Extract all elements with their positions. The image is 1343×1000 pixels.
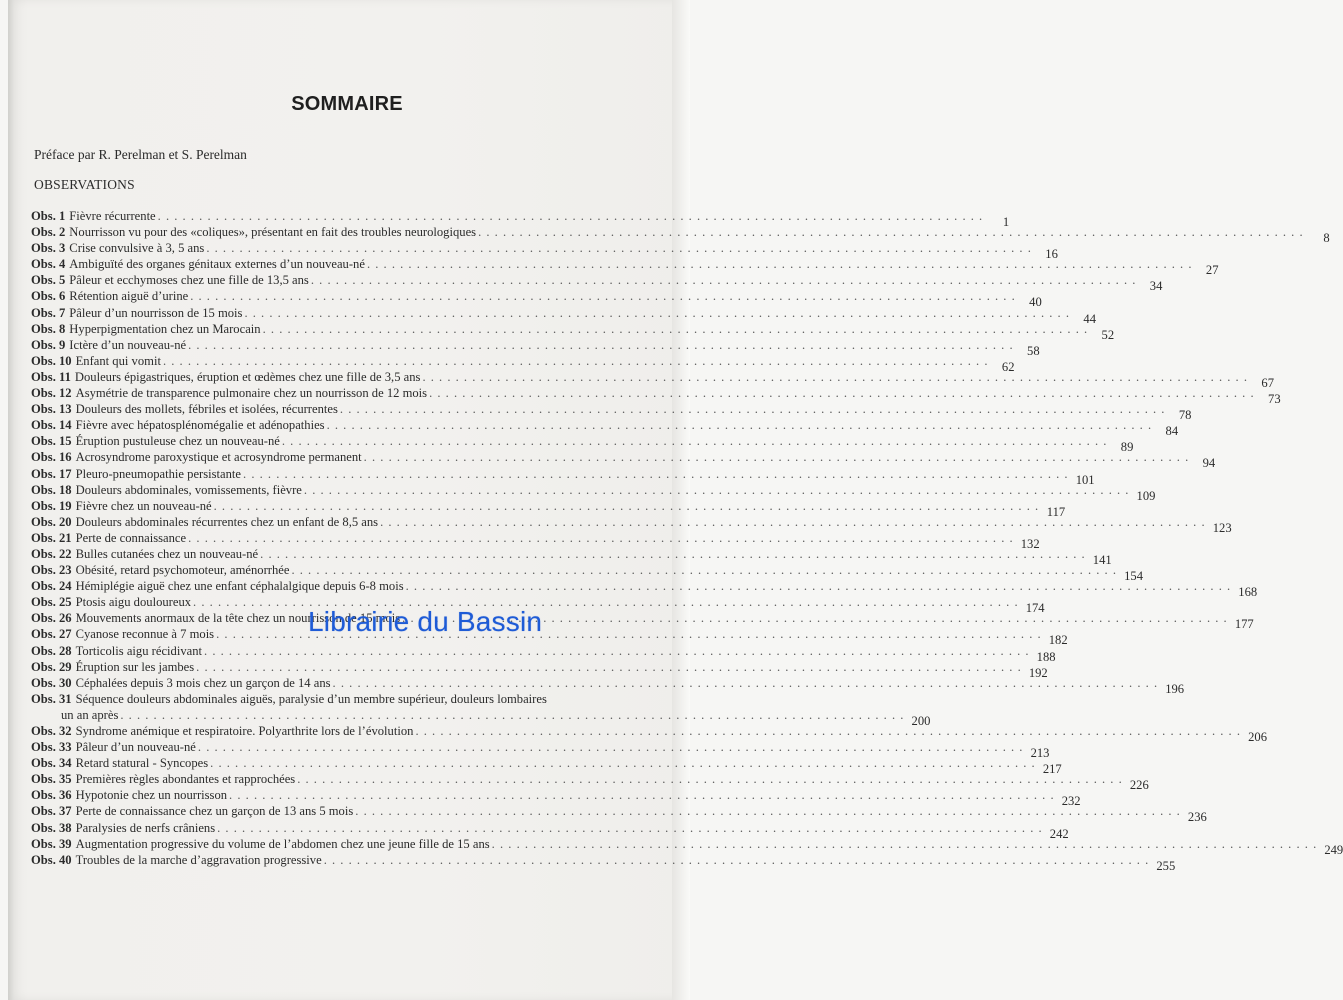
leader-dots xyxy=(340,401,1166,417)
toc-entry-page: 249 xyxy=(1324,842,1343,857)
leader-dots xyxy=(478,224,1304,240)
toc-entry-text: Acrosyndrome paroxystique et acrosyndrome permanent xyxy=(75,450,362,465)
leader-dots xyxy=(210,755,1036,771)
leader-dots xyxy=(327,417,1153,433)
leader-dots xyxy=(324,852,1150,868)
toc-entry xyxy=(31,562,1143,584)
toc-entry-text: Troubles de la marche d’aggravation progressive xyxy=(75,852,322,867)
toc-entry-label: Obs. 7 xyxy=(31,305,66,320)
toc-entry xyxy=(31,256,1219,278)
leader-dots xyxy=(244,305,1070,321)
toc-entry-text: Enfant qui vomit xyxy=(75,353,161,368)
toc-entry-page: 141 xyxy=(1092,552,1112,567)
toc-entry-page: 232 xyxy=(1061,794,1081,809)
toc-entry-page: 174 xyxy=(1025,601,1045,616)
toc-entry-page: 192 xyxy=(1028,665,1048,680)
toc-entry xyxy=(31,820,1069,841)
toc-entry-text: Ptosis aigu douloureux xyxy=(75,595,192,610)
toc-entry-text: Cyanose reconnue à 7 mois xyxy=(75,627,215,642)
toc-entry-text: Douleurs des mollets, fébriles et isolées, récurrentes xyxy=(75,402,338,417)
toc-entry-page: 73 xyxy=(1268,392,1281,407)
toc-entry xyxy=(31,498,1066,519)
toc-entry-page: 255 xyxy=(1156,858,1176,873)
toc-entry-text: Bulles cutanées chez un nouveau-né xyxy=(75,546,259,561)
leader-dots xyxy=(243,466,1069,482)
leader-dots xyxy=(217,820,1043,836)
toc-entry-label: Obs. 20 xyxy=(31,514,72,529)
toc-entry xyxy=(31,288,1042,310)
toc-entry-label: Obs. 35 xyxy=(31,772,72,787)
toc-entry-text: Douleurs abdominales récurrentes chez un enfant de 8,5 ans xyxy=(75,514,379,529)
toc-entry-label: Obs. 26 xyxy=(31,611,72,626)
leader-dots xyxy=(206,240,1032,256)
toc-entry-page: 94 xyxy=(1202,456,1216,471)
toc-entry-page: 242 xyxy=(1049,826,1069,841)
toc-entry-label: Obs. 39 xyxy=(31,836,72,851)
toc-entry-text: Éruption pustuleuse chez un nouveau-né xyxy=(75,434,280,449)
toc-entry-page: 1 xyxy=(1002,215,1010,229)
leader-dots xyxy=(204,643,1030,659)
toc-entry-label: Obs. 22 xyxy=(31,546,72,561)
toc-entry-page: 168 xyxy=(1238,585,1258,600)
watermark: Librairie du Bassin xyxy=(308,606,543,637)
toc-entry-label: Obs. 12 xyxy=(31,386,72,401)
toc-entry xyxy=(31,755,1062,777)
toc-entry xyxy=(31,739,1050,761)
toc-entry-page: 78 xyxy=(1178,408,1192,423)
toc-entry-text: Ambiguïté des organes génitaux externes d’un nouveau-né xyxy=(69,257,365,272)
toc-entry-text: Ictère d’un nouveau-né xyxy=(69,337,187,352)
toc-entry-text: Obésité, retard psychomoteur, aménorrhée xyxy=(75,563,290,578)
toc-entry-page: 109 xyxy=(1136,488,1156,503)
toc-entry-text: Fièvre chez un nouveau-né xyxy=(75,498,212,513)
toc-entry-page: 27 xyxy=(1205,263,1219,278)
toc-entry-label: Obs. 25 xyxy=(31,595,72,610)
toc-entry-label: Obs. 8 xyxy=(31,321,66,336)
toc-entry-text: Premières règles abondantes et rapprochées xyxy=(75,772,296,787)
toc-entry xyxy=(31,787,1081,809)
toc-entry xyxy=(31,369,1274,390)
toc-entry-page: 101 xyxy=(1075,472,1095,487)
toc-entry-label: Obs. 24 xyxy=(31,579,72,594)
leader-dots xyxy=(263,321,1089,337)
toc-entry-text: Hypotonie chez un nourrisson xyxy=(75,788,228,803)
toc-entry-page: 177 xyxy=(1234,617,1254,632)
toc-entry xyxy=(31,337,1040,358)
toc-entry-label: Obs. 40 xyxy=(31,852,72,867)
toc-entry-text: Crise convulsive à 3, 5 ans xyxy=(69,241,205,256)
toc-entry xyxy=(31,514,1232,535)
toc-entry-page: 217 xyxy=(1042,762,1062,777)
toc-entry xyxy=(31,691,931,728)
toc-entry-label: Obs. 36 xyxy=(31,788,72,803)
toc-entry-page: 52 xyxy=(1101,327,1115,342)
toc-entry-text: Pâleur et ecchymoses chez une fille de 13,5 ans xyxy=(69,273,309,288)
toc-entry-text: Pâleur d’un nourrisson de 15 mois xyxy=(69,305,243,320)
toc-entry-page: 206 xyxy=(1248,730,1267,744)
toc-entry-label: Obs. 18 xyxy=(31,482,72,497)
leader-dots xyxy=(190,288,1016,304)
toc-entry-page: 213 xyxy=(1030,746,1050,761)
toc-entry-label: Obs. 37 xyxy=(31,804,72,819)
toc-entry-page: 58 xyxy=(1027,343,1040,358)
toc-entry xyxy=(31,272,1163,294)
toc-entry-page: 200 xyxy=(911,713,931,728)
toc-entry-label: Obs. 21 xyxy=(31,530,72,545)
toc-entry xyxy=(31,401,1192,423)
toc-entry-text: Torticolis aigu récidivant xyxy=(75,643,203,658)
toc-entry-page: 84 xyxy=(1165,424,1179,439)
toc-entry xyxy=(31,433,1134,455)
leader-dots xyxy=(406,578,1232,594)
leader-dots xyxy=(333,675,1159,691)
toc-entry-label: Obs. 2 xyxy=(31,225,66,240)
toc-entry-page: 154 xyxy=(1124,569,1143,584)
toc-entry-page: 67 xyxy=(1261,375,1274,390)
toc-entry-label: Obs. 9 xyxy=(31,337,66,352)
toc-entry xyxy=(31,224,1330,246)
toc-entry-page: 40 xyxy=(1029,295,1042,310)
toc-entry xyxy=(31,546,1112,567)
toc-entry-label: Obs. 28 xyxy=(31,643,72,658)
preface-line: Préface par R. Perelman et S. Perelman xyxy=(34,147,247,162)
toc-entry xyxy=(31,643,1056,664)
leader-dots xyxy=(214,498,1040,514)
toc-entry xyxy=(31,659,1048,680)
toc-entry-page: 226 xyxy=(1129,778,1149,793)
toc-entry xyxy=(31,305,1096,326)
toc-entry-text: Hémiplégie aiguë chez une enfant céphalalgique depuis 6-8 mois xyxy=(75,579,404,594)
toc-entry-text: Fièvre récurrente xyxy=(69,209,156,223)
toc-entry xyxy=(31,852,1176,873)
toc-entry-page: 123 xyxy=(1212,520,1232,535)
leader-dots xyxy=(304,482,1130,498)
toc-entry-text: Hyperpigmentation chez un Marocain xyxy=(69,321,261,336)
toc-entry-page: 132 xyxy=(1020,536,1040,551)
toc-entry-page: 16 xyxy=(1045,247,1058,262)
leader-dots xyxy=(429,385,1255,401)
toc-entry-text: Mouvements anormaux de la tête chez un nourrisson de 15 mois xyxy=(75,611,401,626)
toc-entry-text: Douleurs épigastriques, éruption et œdèmes chez une fille de 3,5 ans xyxy=(74,369,421,384)
toc-entry-page: 196 xyxy=(1165,681,1185,696)
toc-entry-page: 117 xyxy=(1046,504,1066,519)
toc-entry xyxy=(31,321,1115,342)
toc-entry-label: Obs. 27 xyxy=(31,627,72,642)
leader-dots xyxy=(291,562,1117,578)
section-heading: OBSERVATIONS xyxy=(34,177,135,192)
toc-entry-label: Obs. 14 xyxy=(31,418,72,433)
leader-dots xyxy=(380,514,1206,530)
toc-entry-label: Obs. 6 xyxy=(31,289,66,304)
toc-entry xyxy=(31,771,1149,793)
leader-dots xyxy=(196,659,1022,675)
toc-entry-text: Séquence douleurs abdominales aiguës, paralysie d’un membre supérieur, douleurs lombaires xyxy=(75,691,547,706)
toc-entry-text: Fièvre avec hépatosplénomégalie et adénopathies xyxy=(75,418,325,433)
toc-entry-page: 34 xyxy=(1149,279,1163,294)
toc-entry-page: 44 xyxy=(1083,311,1096,326)
leader-dots xyxy=(158,208,984,224)
leader-dots xyxy=(364,449,1190,465)
toc-entry-text: Douleurs abdominales, vomissements, fièvre xyxy=(75,482,302,497)
toc-entry-label: Obs. 5 xyxy=(31,273,66,288)
toc-entry-page: 236 xyxy=(1187,810,1207,825)
toc-entry-label: Obs. 15 xyxy=(31,434,72,449)
toc-entry-text: Syndrome anémique et respiratoire. Polyarthrite lors de l’évolution xyxy=(75,724,414,738)
leader-dots xyxy=(492,836,1318,852)
leader-dots xyxy=(415,723,1241,739)
toc-entry xyxy=(31,723,1267,744)
leader-dots xyxy=(367,256,1193,272)
leader-dots xyxy=(229,787,1055,803)
toc-entry-page: 8 xyxy=(1323,231,1330,246)
toc-entry-text: Pâleur d’un nouveau-né xyxy=(75,740,196,755)
leader-dots xyxy=(311,272,1137,288)
toc-entry-label: Obs. 4 xyxy=(31,257,66,272)
toc-entry xyxy=(31,449,1216,471)
toc-entry-text: Perte de connaissance xyxy=(75,530,187,545)
toc-entry-label: Obs. 17 xyxy=(31,466,72,481)
toc-entry-text: Augmentation progressive du volume de l’abdomen chez une jeune fille de 15 ans xyxy=(75,836,490,851)
toc-entry xyxy=(31,803,1207,825)
toc-entry-text: Perte de connaissance chez un garçon de 13 ans 5 mois xyxy=(75,804,354,819)
toc-entry-text: Céphalées depuis 3 mois chez un garçon de 14 ans xyxy=(75,675,331,690)
toc-entry-label: Obs. 34 xyxy=(31,756,72,771)
table-of-contents xyxy=(31,208,1343,873)
toc-entry-label: Obs. 1 xyxy=(31,209,66,223)
toc-entry xyxy=(31,417,1179,439)
toc-entry-label: Obs. 10 xyxy=(31,353,72,368)
toc-entry xyxy=(31,240,1058,262)
toc-entry xyxy=(31,353,1015,374)
leader-dots xyxy=(355,803,1181,819)
leader-dots xyxy=(422,369,1248,385)
leader-dots xyxy=(163,353,989,369)
leader-dots xyxy=(260,546,1086,562)
toc-entry xyxy=(31,530,1040,551)
toc-entry-text: Nourrisson vu pour des «coliques», présentant en fait des troubles neurologiques xyxy=(69,225,477,240)
toc-entry-label: Obs. 33 xyxy=(31,740,72,755)
page-title: SOMMAIRE xyxy=(291,93,403,115)
leader-dots xyxy=(282,433,1108,449)
toc-entry-label: Obs. 23 xyxy=(31,563,72,578)
toc-entry-text: Paralysies de nerfs crâniens xyxy=(75,820,216,835)
leader-dots xyxy=(120,707,904,723)
toc-entry xyxy=(31,578,1258,600)
toc-entry-label: Obs. 32 xyxy=(31,724,72,738)
toc-entry-label: Obs. 38 xyxy=(31,820,72,835)
toc-entry xyxy=(31,836,1343,857)
toc-entry-label: Obs. 29 xyxy=(31,659,72,674)
leader-dots xyxy=(188,530,1014,546)
toc-entry-text: Pleuro-pneumopathie persistante xyxy=(75,466,242,481)
toc-entry-label: Obs. 3 xyxy=(31,241,66,256)
toc-entry-page: 62 xyxy=(1001,359,1015,374)
toc-entry-label: Obs. 16 xyxy=(31,450,72,465)
toc-entry-text: Éruption sur les jambes xyxy=(75,659,195,674)
leader-dots xyxy=(297,771,1123,787)
toc-entry xyxy=(31,675,1185,696)
toc-entry-label: Obs. 13 xyxy=(31,402,72,417)
toc-entry-page: 188 xyxy=(1036,649,1056,664)
toc-entry xyxy=(31,482,1156,503)
toc-entry-label: Obs. 11 xyxy=(31,369,71,384)
leader-dots xyxy=(198,739,1024,755)
leader-dots xyxy=(188,337,1014,353)
toc-entry xyxy=(31,208,1010,229)
toc-entry-text: Asymétrie de transparence pulmonaire chez un nourrisson de 12 mois xyxy=(75,386,428,401)
toc-entry-text: Rétention aiguë d’urine xyxy=(69,289,189,304)
toc-entry-continuation: un an après xyxy=(61,707,119,722)
toc-entry xyxy=(31,466,1095,487)
toc-entry-label: Obs. 31 xyxy=(31,691,72,706)
toc-entry-text: Retard statural - Syncopes xyxy=(75,756,209,771)
toc-entry-label: Obs. 19 xyxy=(31,498,72,513)
toc-entry-label: Obs. 30 xyxy=(31,675,72,690)
toc-entry-page: 89 xyxy=(1120,440,1134,455)
toc-entry-page: 182 xyxy=(1048,633,1068,648)
toc-entry xyxy=(31,385,1281,407)
